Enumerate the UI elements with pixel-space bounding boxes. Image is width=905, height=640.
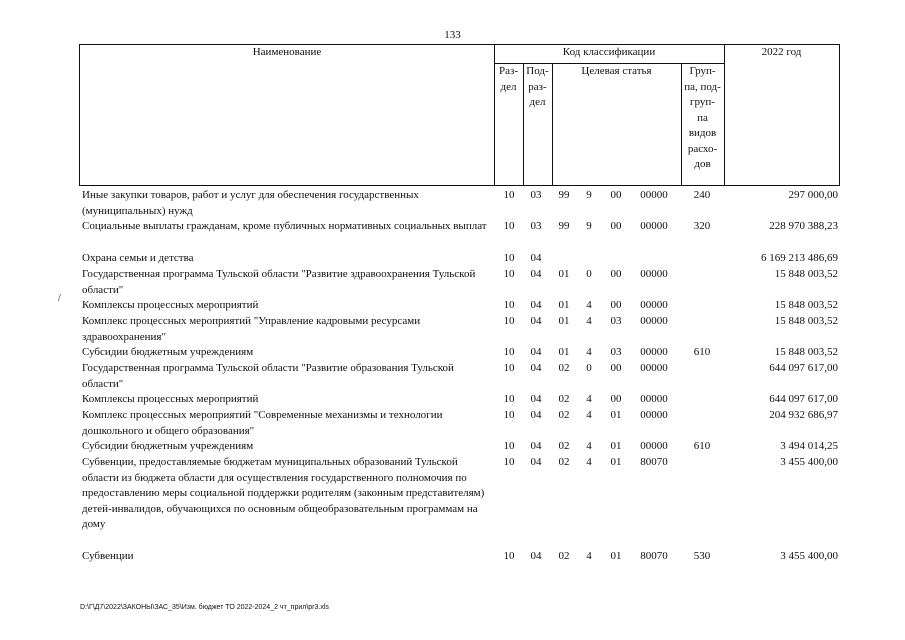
row-code-rz: 10 [503,409,515,421]
row-code-pr: 04 [530,299,542,311]
row-code-t2: 0 [586,362,592,374]
header-razdel-line: Раз- [498,65,518,77]
row-code-t4: 80070 [640,550,668,562]
row-code-t1: 01 [558,299,570,311]
table-header [79,44,840,186]
row-code-t1: 02 [558,440,570,452]
row-code-pr: 04 [530,252,542,264]
row-code-pr: 04 [530,362,542,374]
page-number: 133 [444,29,461,41]
row-amount: 3 494 014,25 [780,440,838,452]
row-code-t4: 80070 [640,456,668,468]
row-code-t3: 00 [610,220,622,232]
row-code-t2: 4 [586,456,592,468]
row-code-t4: 00000 [640,189,668,201]
row-amount: 644 097 617,00 [769,393,838,405]
header-razdel [494,64,523,95]
row-name: Комплексы процессных мероприятий [82,393,259,405]
row-code-pr: 04 [530,268,542,280]
header-razdel-line: дел [500,80,517,93]
row-code-pr: 04 [530,409,542,421]
row-name: Комплексы процессных мероприятий [82,299,259,311]
header-divider [552,64,553,185]
row-code-t1: 02 [558,393,570,405]
file-path-footer: D:\Г\Д7\2022\ЗАКОНЫ\ЗАС_35\Изм. бюджет ТО 2022-2024_2 чт_прил\pr3.xls [80,604,329,611]
row-amount: 204 932 686,97 [769,409,838,421]
row-code-t2: 9 [586,189,592,201]
row-amount: 228 970 388,23 [769,220,838,232]
header-target: Целевая статья [581,65,652,77]
row-code-rz: 10 [503,346,515,358]
row-code-t3: 01 [610,440,622,452]
header-group-line: видов [688,127,717,139]
header-divider [724,45,725,185]
header-group-line: дов [694,158,711,170]
row-code-t3: 00 [610,299,622,311]
row-code-t4: 00000 [640,393,668,405]
row-code-t4: 00000 [640,220,668,232]
row-amount: 6 169 213 486,69 [761,252,838,264]
row-code-t3: 00 [610,362,622,374]
row-code-t2: 4 [586,440,592,452]
row-code-vr: 320 [693,220,711,232]
row-code-t2: 0 [586,268,592,280]
row-name: Иные закупки товаров, работ и услуг для обеспечения государственных (муниципальных) нужд [82,189,419,217]
row-name: Социальные выплаты гражданам, кроме публичных нормативных социальных выплат [82,220,487,232]
header-name: Наименование [252,46,322,58]
row-code-pr: 03 [530,189,542,201]
row-code-pr: 04 [530,346,542,358]
row-code-rz: 10 [503,315,515,327]
row-code-rz: 10 [503,299,515,311]
row-amount: 3 455 400,00 [780,550,838,562]
row-code-t2: 9 [586,220,592,232]
row-code-t2: 4 [586,315,592,327]
row-code-rz: 10 [503,252,515,264]
row-code-t1: 02 [558,550,570,562]
row-name: Субвенции [82,550,134,562]
row-name: Субвенции, предоставляемые бюджетам муниципальных образований Тульской области из бюджета области для осуществления государственного полномочия по предоставлению меры социальной поддержки родителям (законным представителям) детей-инвалидов, обучающихся по основным общеобразовательным программам на дому [82,456,485,530]
row-amount: 297 000,00 [788,189,838,201]
row-code-t2: 4 [586,393,592,405]
row-code-rz: 10 [503,189,515,201]
header-podrazdel-line: Под- [526,65,549,77]
row-code-t2: 4 [586,550,592,562]
row-code-t3: 00 [610,268,622,280]
row-code-rz: 10 [503,393,515,405]
header-group [681,64,724,173]
row-code-pr: 04 [530,440,542,452]
row-code-t3: 00 [610,393,622,405]
row-code-t4: 00000 [640,346,668,358]
row-code-t1: 02 [558,362,570,374]
row-code-vr: 610 [693,346,711,358]
row-name: Государственная программа Тульской области "Развитие здравоохранения Тульской области" [82,268,476,296]
row-amount: 15 848 003,52 [774,268,838,280]
row-code-t1: 02 [558,456,570,468]
row-code-t3: 01 [610,550,622,562]
row-amount: 15 848 003,52 [774,315,838,327]
header-group-line: груп- [690,96,715,108]
row-code-t3: 03 [610,346,622,358]
row-amount: 3 455 400,00 [780,456,838,468]
row-amount: 644 097 617,00 [769,362,838,374]
row-code-t1: 01 [558,315,570,327]
row-amount: 15 848 003,52 [774,346,838,358]
row-name: Субсидии бюджетным учреждениям [82,440,254,452]
header-group-line: па [697,111,708,124]
row-code-t3: 03 [610,315,622,327]
row-code-t4: 00000 [640,299,668,311]
row-code-t4: 00000 [640,362,668,374]
row-code-pr: 04 [530,456,542,468]
row-code-rz: 10 [503,440,515,452]
row-name: Субсидии бюджетным учреждениям [82,346,254,358]
row-code-rz: 10 [503,550,515,562]
row-code-pr: 04 [530,550,542,562]
row-code-t2: 4 [586,299,592,311]
header-group-line: Груп- [689,65,716,77]
row-code-vr: 240 [693,189,711,201]
row-code-pr: 03 [530,220,542,232]
header-code: Код классификации [562,46,656,58]
header-podrazdel-line: раз- [528,80,547,93]
row-name: Комплекс процессных мероприятий "Современные механизмы и технологии дошкольного и общего образования" [82,409,443,437]
header-group-line: па, под- [684,80,721,93]
row-amount: 15 848 003,52 [774,299,838,311]
row-code-rz: 10 [503,268,515,280]
row-code-t1: 99 [558,189,570,201]
row-code-t1: 01 [558,268,570,280]
header-group-line: расхо- [687,142,718,155]
row-code-t1: 01 [558,346,570,358]
header-podrazdel [523,64,552,111]
row-code-t2: 4 [586,346,592,358]
row-code-t4: 00000 [640,268,668,280]
row-code-t4: 00000 [640,409,668,421]
row-code-vr: 530 [693,550,711,562]
header-year: 2022 год [761,46,802,58]
row-code-t4: 00000 [640,315,668,327]
row-code-t1: 99 [558,220,570,232]
row-code-pr: 04 [530,315,542,327]
row-name: Охрана семьи и детства [82,252,194,264]
row-code-t4: 00000 [640,440,668,452]
margin-mark: / [58,293,61,304]
row-code-t2: 4 [586,409,592,421]
row-name: Государственная программа Тульской области "Развитие образования Тульской области" [82,362,454,390]
header-podrazdel-line: дел [529,96,546,108]
row-code-rz: 10 [503,220,515,232]
row-code-t3: 00 [610,189,622,201]
row-code-t1: 02 [558,409,570,421]
row-code-t3: 01 [610,409,622,421]
row-code-vr: 610 [693,440,711,452]
row-code-rz: 10 [503,362,515,374]
row-name: Комплекс процессных мероприятий "Управление кадровыми ресурсами здравоохранения" [82,315,421,343]
row-code-t3: 01 [610,456,622,468]
row-code-pr: 04 [530,393,542,405]
row-code-rz: 10 [503,456,515,468]
